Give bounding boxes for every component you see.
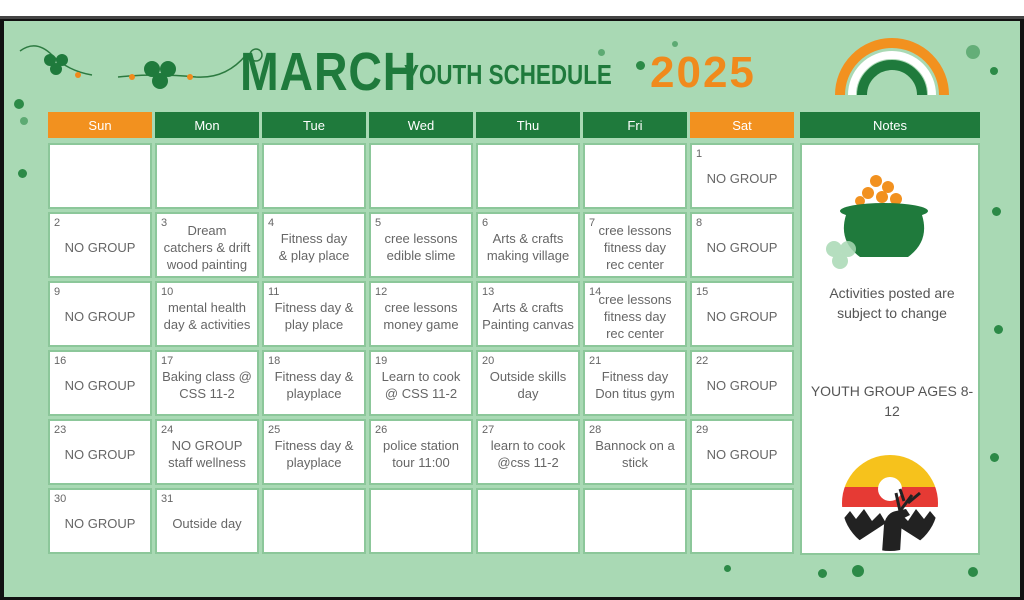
- day-cell: [48, 419, 152, 485]
- day-cell: [262, 350, 366, 416]
- day-cell: [262, 419, 366, 485]
- day-header-thu: Thu: [476, 112, 580, 138]
- day-activity: Outside day: [172, 515, 242, 531]
- day-cell: [690, 488, 794, 554]
- decor-dot: [966, 45, 980, 59]
- day-cell: [262, 212, 366, 278]
- decor-dot: [852, 565, 864, 577]
- day-cell: [155, 143, 259, 209]
- day-header-sun: Sun: [48, 112, 152, 138]
- day-cell: [690, 143, 794, 209]
- day-activity: police station tour 11:00: [383, 438, 459, 470]
- day-number: 24: [161, 424, 174, 436]
- day-cell: [369, 143, 473, 209]
- day-activity: [694, 498, 790, 548]
- day-activity: [480, 498, 576, 548]
- day-cell: [369, 350, 473, 416]
- day-activity: NO GROUP: [706, 239, 778, 255]
- day-activity: Arts & crafts Painting canvas: [482, 300, 574, 332]
- day-number: 2: [54, 217, 61, 229]
- day-number: 14: [589, 286, 602, 298]
- day-header-tue: Tue: [262, 112, 366, 138]
- decor-dot: [636, 61, 645, 70]
- deer-sunset-logo: [840, 453, 940, 553]
- viewer-top-bar: [0, 0, 1024, 19]
- shamrock-icon: [16, 31, 96, 91]
- day-number: 8: [696, 217, 703, 229]
- notes-header: Notes: [800, 112, 980, 138]
- decor-dot: [598, 49, 605, 56]
- decor-dot: [968, 567, 978, 577]
- day-cell: [476, 350, 580, 416]
- day-cell: [155, 212, 259, 278]
- day-activity: NO GROUP: [706, 170, 778, 186]
- day-number: 20: [482, 355, 495, 367]
- day-cell: [48, 212, 152, 278]
- day-cell: [583, 419, 687, 485]
- day-activity: cree lessons fitness day rec center: [598, 222, 672, 272]
- day-cell: [262, 143, 366, 209]
- calendar-poster: [4, 21, 1020, 597]
- day-activity: [159, 153, 255, 203]
- day-cell: [476, 488, 580, 554]
- day-activity: NO GROUP: [64, 239, 136, 255]
- day-activity: Fitness day & play place: [278, 231, 350, 263]
- day-activity: cree lessons edible slime: [384, 231, 458, 263]
- day-header-sat: Sat: [690, 112, 794, 138]
- day-number: 28: [589, 424, 602, 436]
- day-number: 15: [696, 286, 709, 298]
- notes-panel: [800, 143, 980, 555]
- day-cell: [48, 143, 152, 209]
- day-cell: [369, 419, 473, 485]
- day-number: 29: [696, 424, 709, 436]
- day-activity: cree lessons fitness day rec center: [598, 291, 672, 341]
- day-number: 4: [268, 217, 275, 229]
- day-cell: [690, 350, 794, 416]
- title-month: MARCH: [240, 42, 418, 102]
- day-cell: [155, 281, 259, 347]
- day-activity: NO GROUP: [64, 446, 136, 462]
- day-number: 18: [268, 355, 281, 367]
- day-cell: [583, 143, 687, 209]
- day-activity: [373, 498, 469, 548]
- day-number: 6: [482, 217, 489, 229]
- day-cell: [262, 281, 366, 347]
- day-number: 25: [268, 424, 281, 436]
- day-activity: mental health day & activities: [163, 300, 251, 332]
- day-number: 17: [161, 355, 174, 367]
- day-activity: NO GROUP: [706, 446, 778, 462]
- day-activity: [266, 498, 362, 548]
- day-activity: learn to cook @css 11-2: [490, 438, 566, 470]
- day-cell: [155, 350, 259, 416]
- day-activity: [373, 153, 469, 203]
- decor-dot: [18, 169, 27, 178]
- title-subtitle: YOUTH SCHEDULE: [404, 59, 612, 90]
- notes-disclaimer: Activities posted are subject to change: [829, 285, 955, 321]
- decor-dot: [992, 207, 1001, 216]
- decor-dot: [20, 117, 28, 125]
- day-number: 9: [54, 286, 61, 298]
- day-activity: NO GROUP: [64, 377, 136, 393]
- day-number: 22: [696, 355, 709, 367]
- day-number: 19: [375, 355, 388, 367]
- day-number: 7: [589, 217, 596, 229]
- day-number: 23: [54, 424, 67, 436]
- day-cell: [48, 350, 152, 416]
- day-cell: [583, 488, 687, 554]
- day-cell: [369, 281, 473, 347]
- day-number: 26: [375, 424, 388, 436]
- decor-dot: [724, 565, 731, 572]
- decor-dot: [990, 453, 999, 462]
- day-number: 31: [161, 493, 174, 505]
- day-cell: [583, 212, 687, 278]
- day-activity: NO GROUP: [64, 308, 136, 324]
- day-activity: [587, 153, 683, 203]
- decor-dot: [990, 67, 998, 75]
- day-activity: [266, 153, 362, 203]
- day-activity: NO GROUP staff wellness: [168, 438, 246, 470]
- day-cell: [476, 212, 580, 278]
- day-cell: [583, 281, 687, 347]
- day-number: 1: [696, 148, 703, 160]
- day-activity: [480, 153, 576, 203]
- decor-dot: [994, 325, 1003, 334]
- day-cell: [369, 212, 473, 278]
- day-activity: Baking class @ CSS 11-2: [162, 369, 252, 401]
- day-cell: [155, 419, 259, 485]
- pot-of-gold-icon: [824, 171, 944, 281]
- day-cell: [476, 419, 580, 485]
- day-number: 16: [54, 355, 67, 367]
- day-number: 10: [161, 286, 174, 298]
- day-header-mon: Mon: [155, 112, 259, 138]
- rainbow-icon: [834, 33, 950, 99]
- day-cell: [262, 488, 366, 554]
- day-cell: [476, 281, 580, 347]
- day-cell: [48, 488, 152, 554]
- day-number: 12: [375, 286, 388, 298]
- day-activity: Learn to cook @ CSS 11-2: [381, 369, 461, 401]
- decor-dot: [818, 569, 827, 578]
- day-cell: [690, 419, 794, 485]
- notes-age-group: YOUTH GROUP AGES 8-12: [810, 383, 974, 419]
- day-header-fri: Fri: [583, 112, 687, 138]
- day-number: 3: [161, 217, 168, 229]
- day-activity: [52, 153, 148, 203]
- title-year: 2025: [650, 48, 756, 97]
- decor-dot: [672, 41, 678, 47]
- day-activity: Fitness day Don titus gym: [595, 369, 675, 401]
- day-cell: [155, 488, 259, 554]
- day-activity: Outside skills day: [489, 369, 567, 401]
- day-number: 13: [482, 286, 495, 298]
- day-number: 11: [268, 286, 280, 298]
- day-number: 30: [54, 493, 67, 505]
- day-cell: [690, 212, 794, 278]
- day-number: 27: [482, 424, 495, 436]
- day-activity: Bannock on a stick: [595, 438, 675, 470]
- day-activity: NO GROUP: [706, 377, 778, 393]
- day-activity: Arts & crafts making village: [486, 231, 570, 263]
- day-cell: [690, 281, 794, 347]
- day-activity: [587, 498, 683, 548]
- day-activity: Fitness day & playplace: [274, 438, 354, 470]
- day-cell: [48, 281, 152, 347]
- decor-dot: [14, 99, 24, 109]
- day-activity: Fitness day & play place: [274, 300, 354, 332]
- day-cell: [476, 143, 580, 209]
- day-number: 21: [589, 355, 602, 367]
- day-activity: Dream catchers & drift wood painting: [163, 222, 251, 272]
- day-activity: cree lessons money game: [383, 300, 459, 332]
- day-header-wed: Wed: [369, 112, 473, 138]
- day-activity: NO GROUP: [64, 515, 136, 531]
- day-activity: NO GROUP: [706, 308, 778, 324]
- day-activity: Fitness day & playplace: [274, 369, 354, 401]
- day-cell: [369, 488, 473, 554]
- day-cell: [583, 350, 687, 416]
- day-number: 5: [375, 217, 382, 229]
